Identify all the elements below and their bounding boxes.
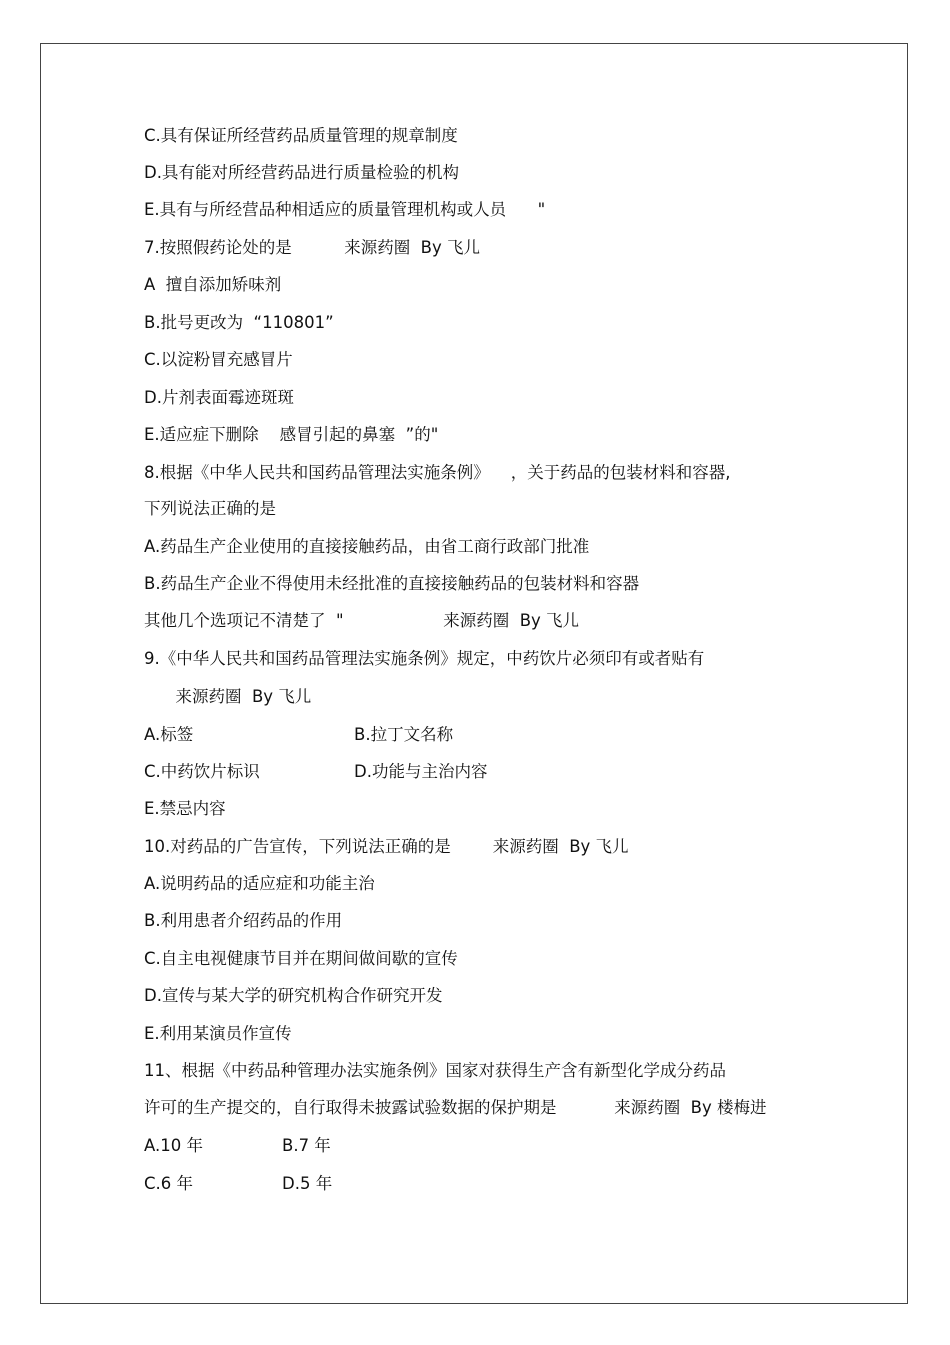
text-line: C.具有保证所经营药品质量管理的规章制度 [144,126,458,145]
text-line: E.适应症下删除 感冒引起的鼻塞 ”的" [144,425,439,444]
q9-option-b: B.拉丁文名称 [354,725,454,744]
text-line: D.片剂表面霉迹斑斑 [144,388,294,407]
q11-option-a: A.10 年 [144,1136,203,1155]
q11-option-d: D.5 年 [282,1174,333,1193]
text-line: E.利用某演员作宣传 [144,1024,292,1043]
question-11: 11、根据《中药品种管理办法实施条例》国家对获得生产含有新型化学成分药品 [144,1061,726,1080]
q11-option-c: C.6 年 [144,1174,194,1193]
question-8: 8.根据《中华人民共和国药品管理法实施条例》 ，关于药品的包装材料和容器, [144,463,731,482]
text-line: C.自主电视健康节目并在期间做间歇的宣传 [144,949,458,968]
text-line: B.批号更改为 “110801” [144,313,334,332]
text-line: D.宣传与某大学的研究机构合作研究开发 [144,986,443,1005]
text-line: A 擅自添加矫味剂 [144,275,282,294]
question-7: 7.按照假药论处的是 来源药圈 By 飞儿 [144,238,481,257]
text-line: 下列说法正确的是 [144,499,276,518]
text-line: A.药品生产企业使用的直接接触药品，由省工商行政部门批准 [144,537,590,556]
question-10: 10.对药品的广告宣传，下列说法正确的是 来源药圈 By 飞儿 [144,837,629,856]
q9-option-d: D.功能与主治内容 [354,762,488,781]
text-line: B.利用患者介绍药品的作用 [144,911,343,930]
text-line: B.药品生产企业不得使用未经批准的直接接触药品的包装材料和容器 [144,574,640,593]
q9-option-c: C.中药饮片标识 [144,762,260,781]
q11-option-b: B.7 年 [282,1136,331,1155]
text-line: 来源药圈 By 飞儿 [144,687,312,706]
text-line: D.具有能对所经营药品进行质量检验的机构 [144,163,459,182]
q9-option-a: A.标签 [144,725,194,744]
text-line: E.具有与所经营品种相适应的质量管理机构或人员 " [144,200,546,219]
text-line: A.说明药品的适应症和功能主治 [144,874,375,893]
text-line: 其他几个选项记不清楚了 " 来源药圈 By 飞儿 [144,611,580,630]
q9-option-e: E.禁忌内容 [144,799,226,818]
text-line: C.以淀粉冒充感冒片 [144,350,293,369]
question-9: 9.《中华人民共和国药品管理法实施条例》规定，中药饮片必须印有或者贴有 [144,649,705,668]
text-line: 许可的生产提交的，自行取得未披露试验数据的保护期是 来源药圈 By 楼梅进 [144,1098,767,1117]
